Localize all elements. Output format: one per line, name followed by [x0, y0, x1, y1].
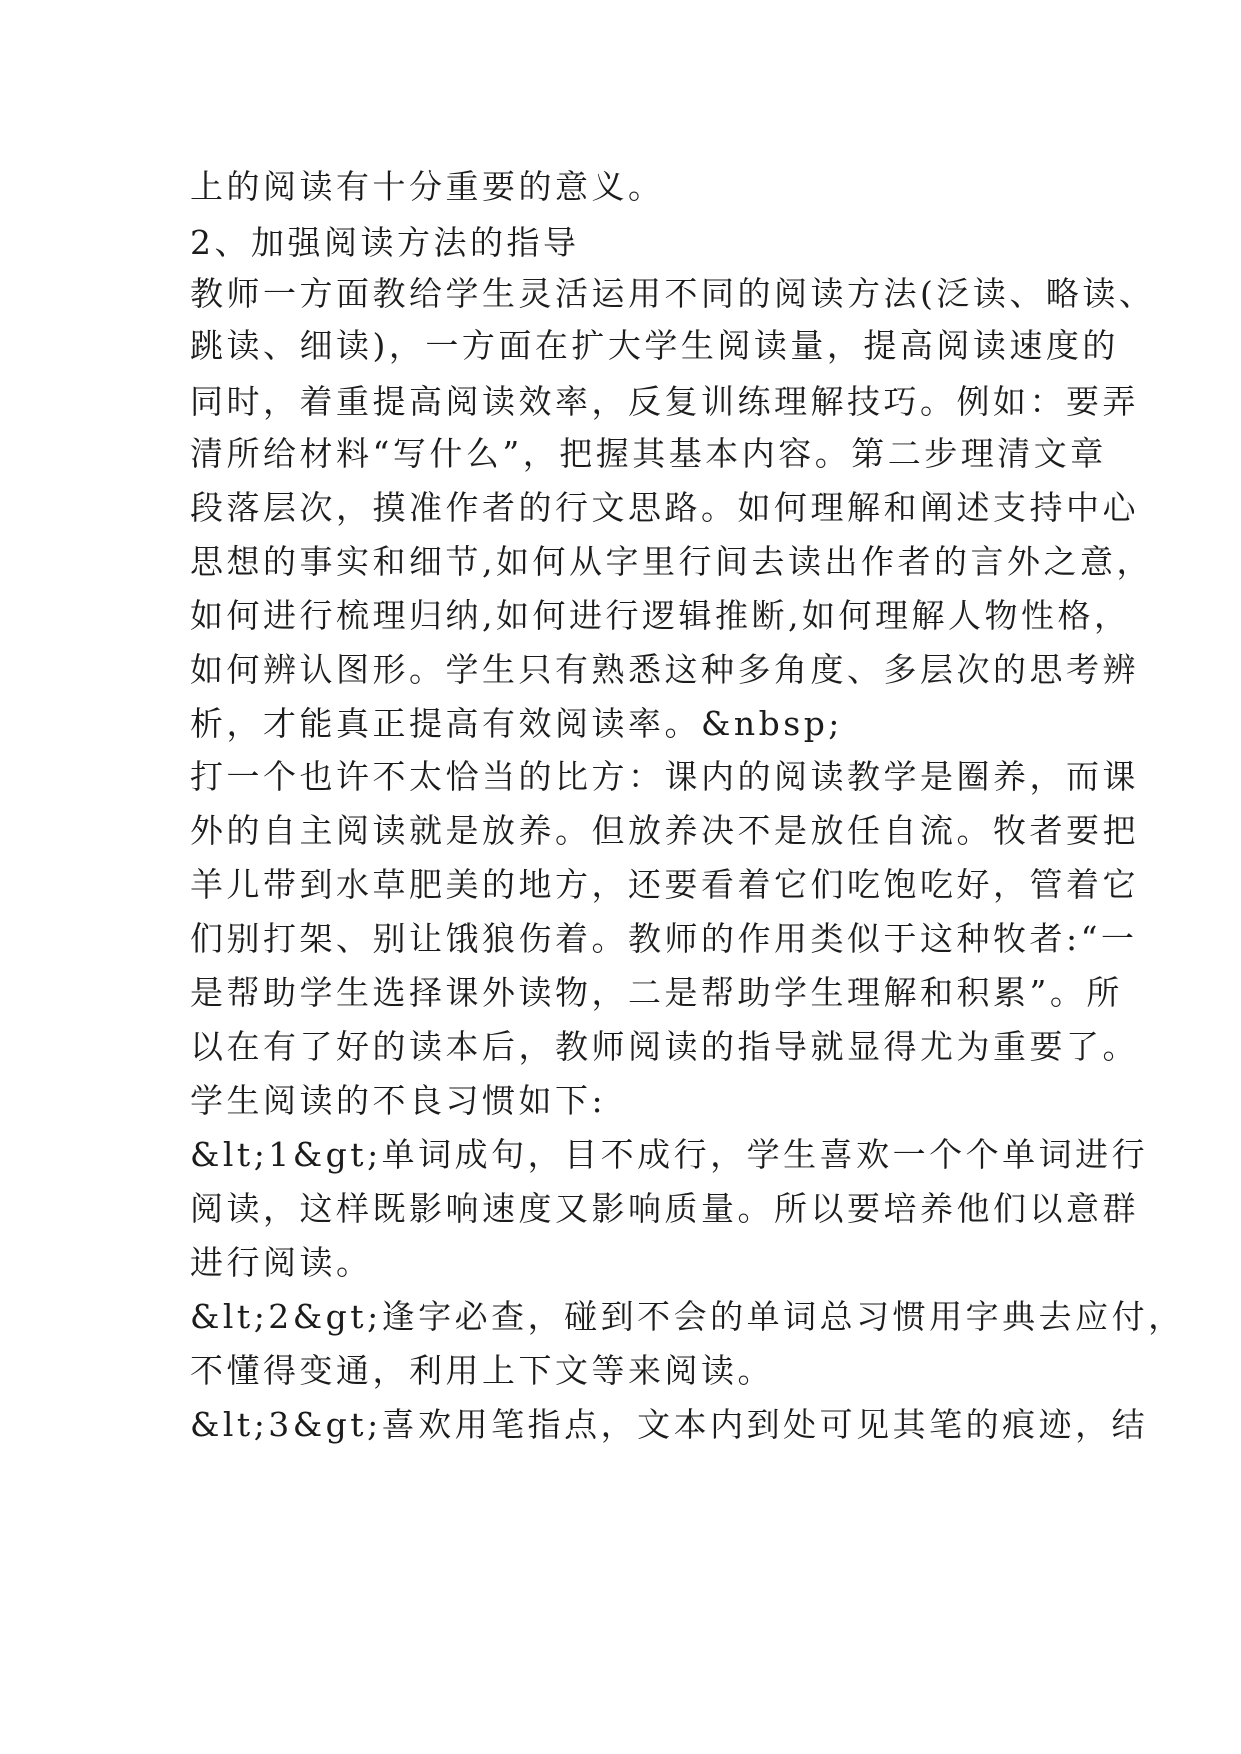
text-line: 析，才能真正提高有效阅读率。&nbsp; — [190, 704, 843, 743]
text-line: 思想的事实和细节,如何从字里行间去读出作者的言外之意， — [190, 542, 1153, 581]
text-line: 打一个也许不太恰当的比方：课内的阅读教学是圈养，而课 — [190, 757, 1139, 796]
text-line: 外的自主阅读就是放养。但放养决不是放任自流。牧者要把 — [190, 811, 1139, 850]
text-line: 如何进行梳理归纳,如何进行逻辑推断,如何理解人物性格， — [190, 596, 1131, 635]
text-line: 以在有了好的读本后，教师阅读的指导就显得尤为重要了。 — [190, 1027, 1139, 1066]
text-line: 是帮助学生选择课外读物，二是帮助学生理解和积累”。所 — [190, 973, 1123, 1012]
text-line: 阅读，这样既影响速度又影响质量。所以要培养他们以意群 — [190, 1189, 1139, 1228]
text-line: 段落层次，摸准作者的行文思路。如何理解和阐述支持中心 — [190, 488, 1139, 527]
text-line: &lt;3&gt;喜欢用笔指点，文本内到处可见其笔的痕迹，结 — [190, 1405, 1149, 1444]
text-line: 跳读、细读)，一方面在扩大学生阅读量，提高阅读速度的 — [190, 326, 1119, 365]
text-line: &lt;1&gt;单词成句，目不成行，学生喜欢一个个单词进行 — [190, 1135, 1149, 1174]
text-line: 如何辨认图形。学生只有熟悉这种多角度、多层次的思考辨 — [190, 650, 1139, 689]
text-line: 同时，着重提高阅读效率，反复训练理解技巧。例如：要弄 — [190, 382, 1139, 421]
text-line: 不懂得变通，利用上下文等来阅读。 — [190, 1351, 774, 1390]
text-line: &lt;2&gt;逢字必查，碰到不会的单词总习惯用字典去应付， — [190, 1297, 1185, 1336]
text-line: 学生阅读的不良习惯如下: — [190, 1081, 607, 1120]
text-line: 教师一方面教给学生灵活运用不同的阅读方法(泛读、略读、 — [190, 274, 1156, 313]
text-line: 上的阅读有十分重要的意义。 — [190, 167, 665, 206]
text-line: 们别打架、别让饿狼伤着。教师的作用类似于这种牧者:“一 — [190, 919, 1138, 958]
section-heading: 2、加强阅读方法的指导 — [190, 223, 580, 262]
text-line: 清所给材料“写什么”，把握其基本内容。第二步理清文章 — [190, 434, 1107, 473]
text-line: 羊儿带到水草肥美的地方，还要看着它们吃饱吃好，管着它 — [190, 865, 1139, 904]
text-line: 进行阅读。 — [190, 1243, 373, 1282]
